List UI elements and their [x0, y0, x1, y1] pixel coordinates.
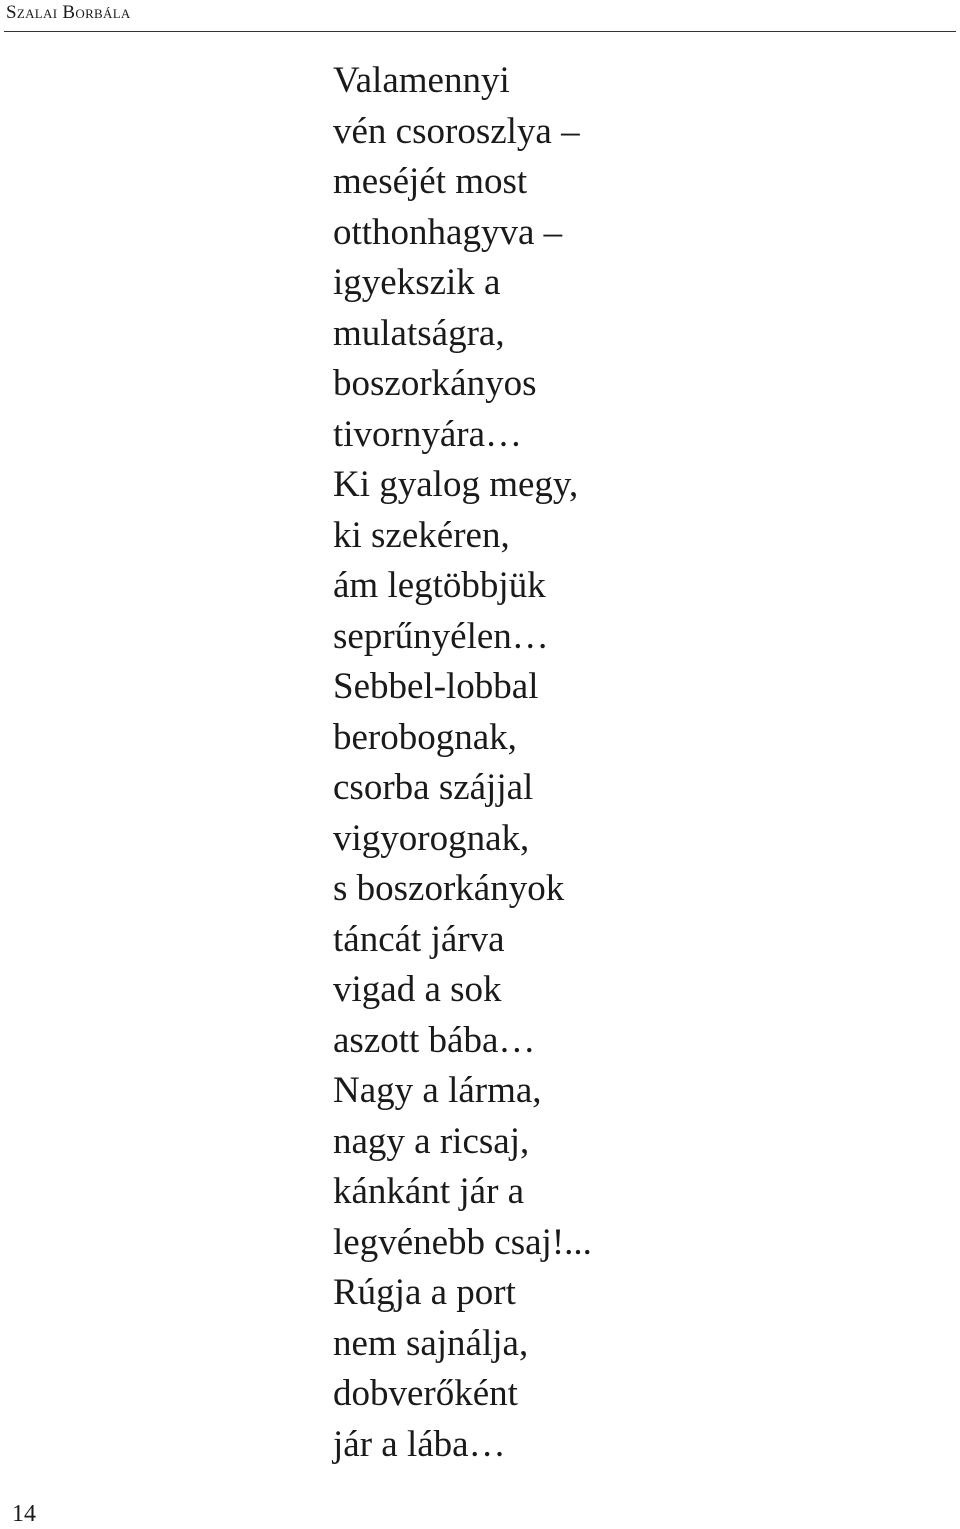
poem-line: jár a lába… — [333, 1423, 506, 1465]
poem-line: Ki gyalog megy, — [333, 464, 579, 505]
poem-line: csorba szájjal — [333, 767, 534, 808]
poem-line: mulatságra, — [333, 312, 505, 354]
poem-line: kánkánt jár a — [333, 1171, 525, 1212]
poem-text — [333, 56, 592, 1470]
poem-line: boszorkányos — [333, 363, 537, 404]
poem-line: meséjét most — [333, 161, 528, 202]
poem-line: nagy a ricsaj, — [333, 1120, 530, 1162]
poem-line: Nagy a lárma, — [333, 1070, 542, 1111]
page-number: 14 — [12, 1501, 36, 1527]
poem-line: vigad a sok — [333, 969, 502, 1010]
poem-line: táncát járva — [333, 918, 505, 960]
poem-line: vén csoroszlya – — [333, 110, 580, 152]
poem-line: seprűnyélen… — [333, 615, 549, 657]
header-rule — [4, 31, 956, 32]
poem-line: tivornyára… — [333, 413, 523, 455]
poem-line: ki szekéren, — [333, 514, 510, 556]
poem-line: ám legtöbbjük — [333, 565, 546, 606]
poem-line: s boszorkányok — [333, 868, 565, 909]
poem-line: Sebbel-lobbal — [333, 666, 539, 707]
poem-line: igyekszik a — [333, 262, 501, 303]
poem-line: berobognak, — [333, 716, 517, 758]
running-head: Szalai Borbála — [6, 2, 131, 23]
poem-line: legvénebb csaj!... — [333, 1221, 592, 1263]
poem-line: otthonhagyva – — [333, 211, 563, 253]
poem-line: vigyorognak, — [333, 817, 530, 859]
poem-line: aszott bába… — [333, 1019, 536, 1061]
poem-line: nem sajnálja, — [333, 1322, 529, 1364]
poem-line: Valamennyi — [333, 60, 510, 101]
poem-line: Rúgja a port — [333, 1272, 516, 1313]
poem-line: dobverőként — [333, 1373, 518, 1414]
